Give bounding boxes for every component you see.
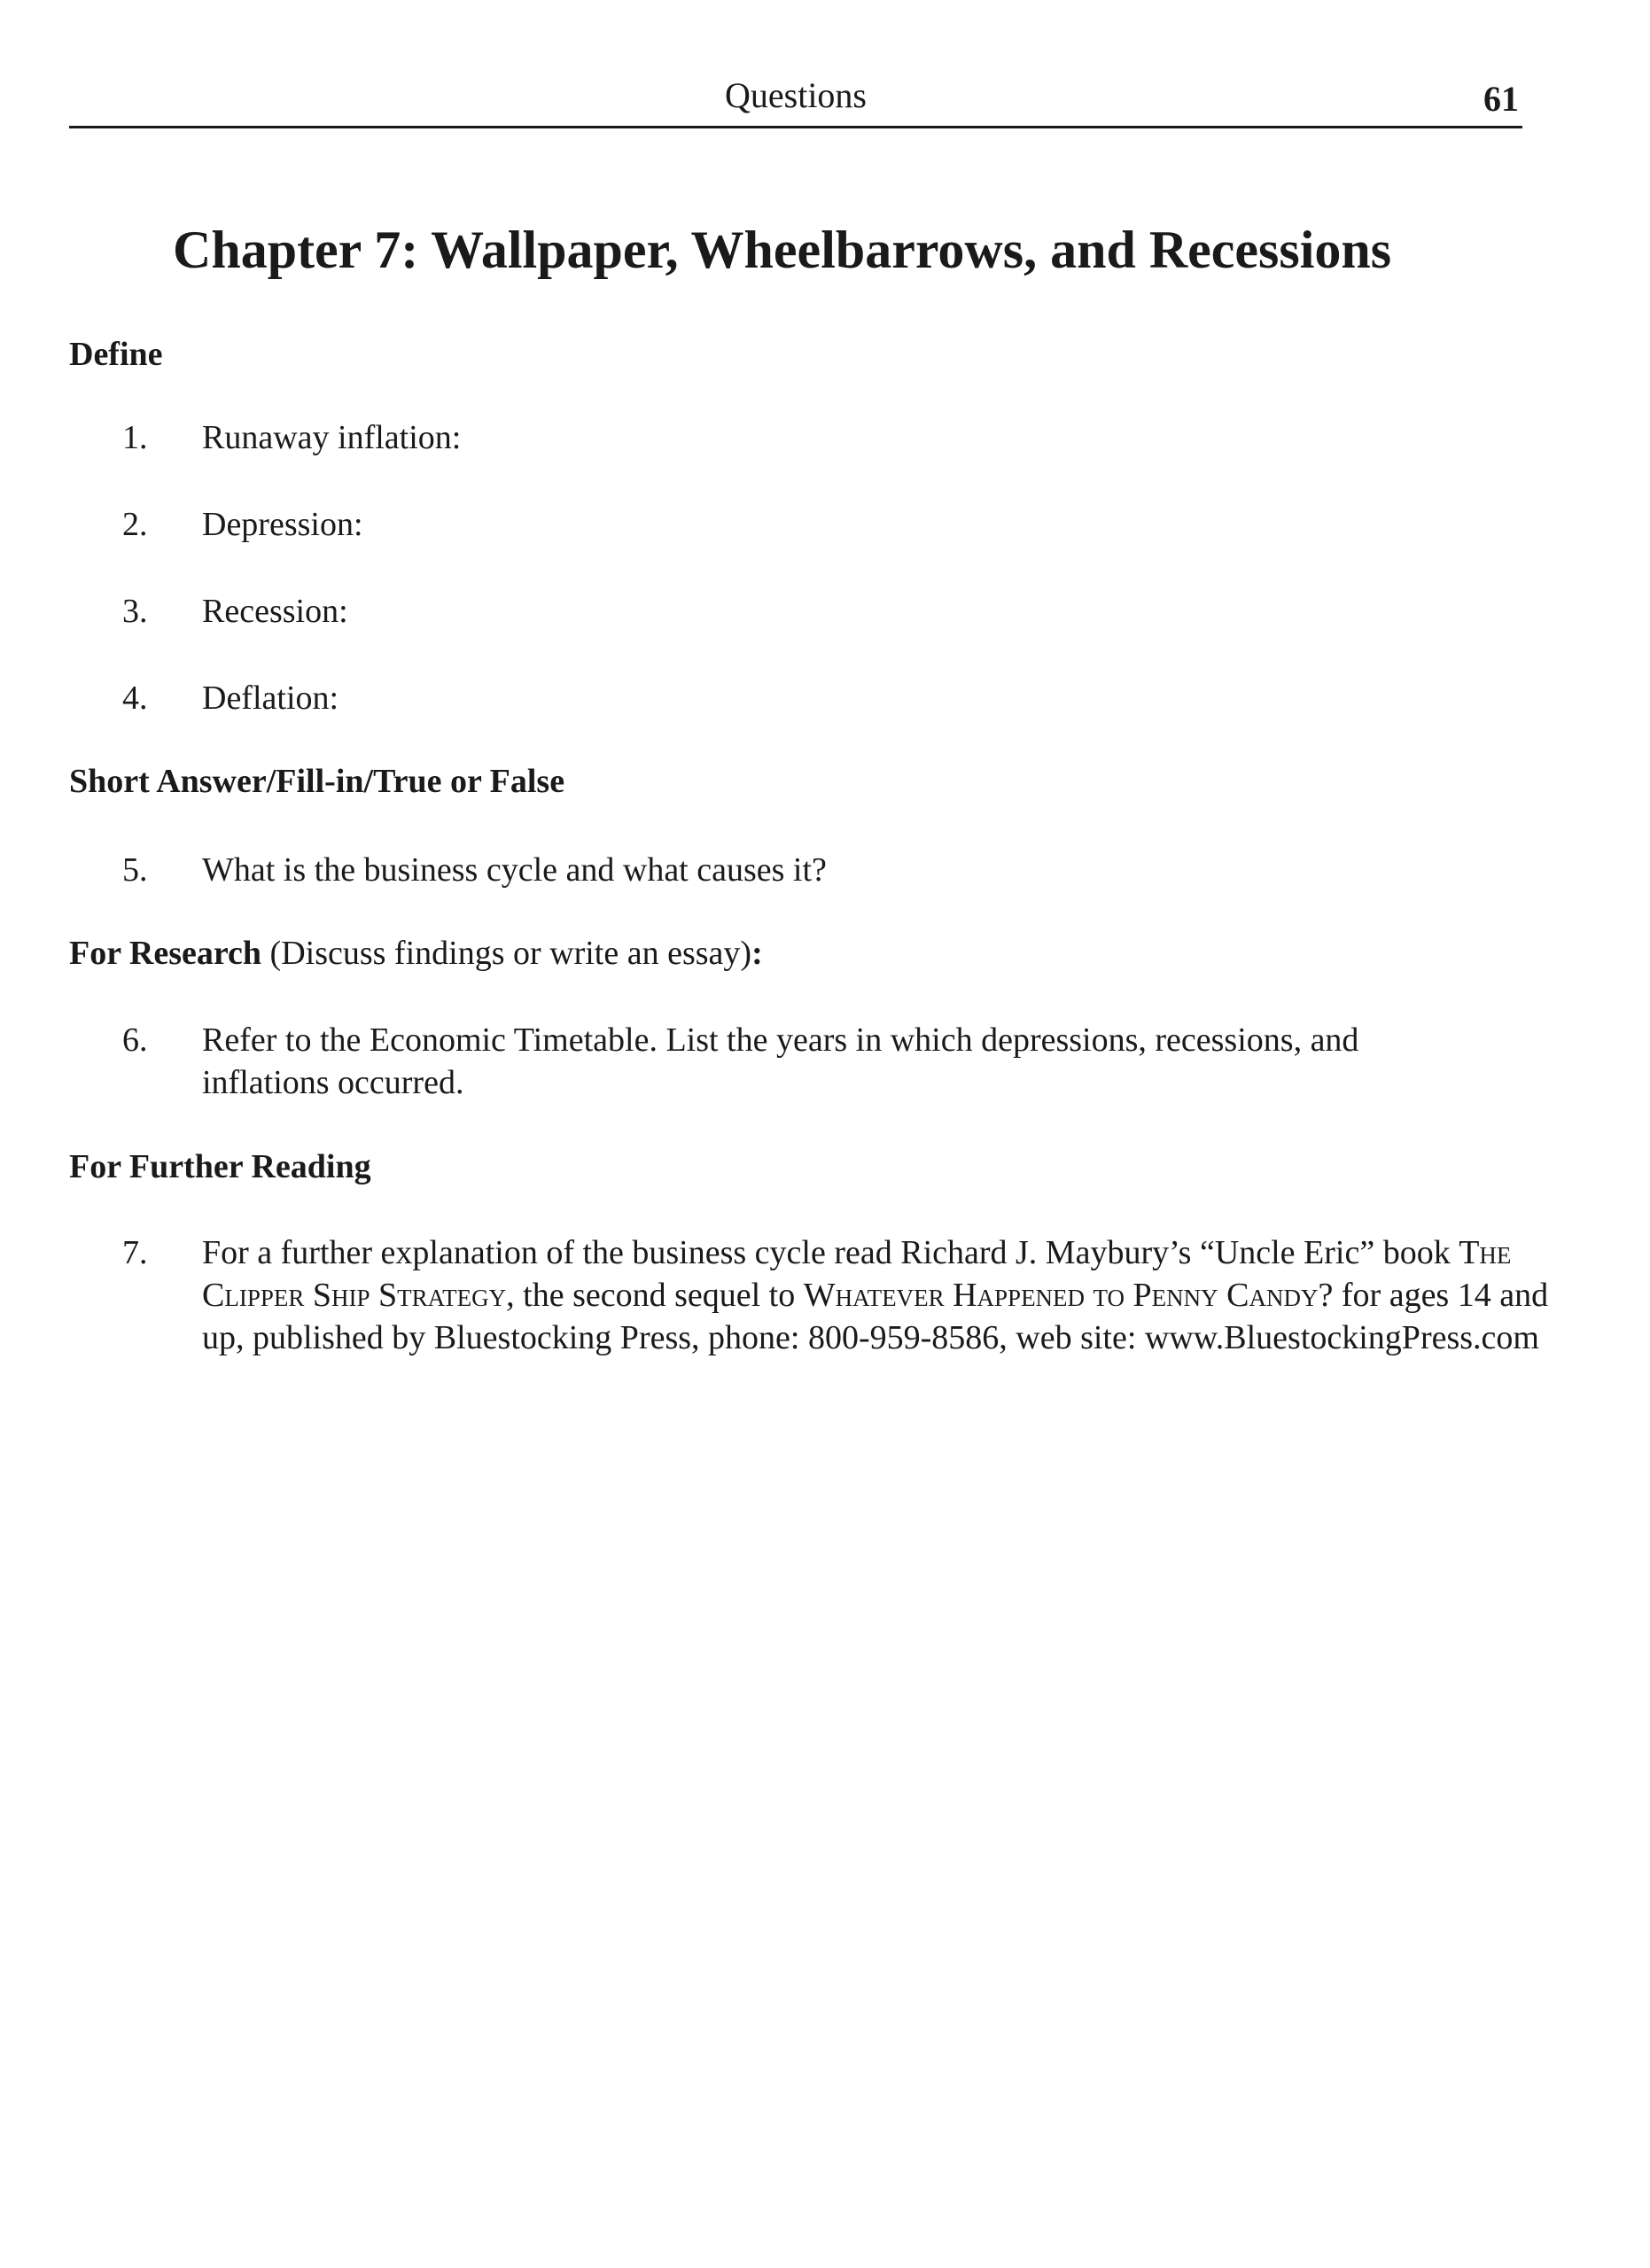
question-number: 2. bbox=[122, 506, 148, 543]
question-text: Recession: bbox=[202, 593, 348, 630]
question-item bbox=[69, 1019, 1522, 1104]
running-title: Questions bbox=[725, 75, 867, 115]
question-text bbox=[202, 1231, 1558, 1359]
research-heading-note: (Discuss findings or write an essay) bbox=[261, 935, 752, 972]
page-number: 61 bbox=[1483, 79, 1519, 119]
question-item bbox=[69, 677, 1522, 719]
question-number: 6. bbox=[122, 1021, 148, 1059]
question-text: Deflation: bbox=[202, 680, 339, 717]
question-item bbox=[69, 849, 1522, 891]
question-number: 4. bbox=[122, 680, 148, 717]
question-number: 1. bbox=[122, 419, 148, 456]
section-heading-further-reading: For Further Reading bbox=[69, 1148, 371, 1185]
question-item bbox=[69, 416, 1522, 459]
question-number: 3. bbox=[122, 593, 148, 630]
chapter-title: Chapter 7: Wallpaper, Wheelbarrows, and Recessions bbox=[173, 221, 1392, 279]
research-heading-bold: For Research bbox=[69, 935, 262, 972]
question-item bbox=[69, 590, 1522, 633]
question-text: Depression: bbox=[202, 506, 363, 543]
section-heading-research bbox=[69, 934, 763, 973]
reading-text-publisher: for ages 14 and up, published by Bluestocking Press, phone: 800-959-8586, web site: www.BluestockingPress.com bbox=[202, 1277, 1549, 1356]
question-text: Runaway inflation: bbox=[202, 419, 462, 456]
research-heading-colon: : bbox=[751, 935, 763, 972]
question-text: Refer to the Economic Timetable. List the years in which depressions, recessions, and inflations occurred. bbox=[202, 1021, 1359, 1101]
book-title: The Clipper Ship Strategy bbox=[202, 1234, 1512, 1314]
question-number: 5. bbox=[122, 851, 148, 889]
question-item bbox=[69, 503, 1522, 546]
reading-text-intro: For a further explanation of the business cycle read Richard J. Maybury’s “Uncle Eric” book bbox=[202, 1234, 1459, 1271]
section-heading-define: Define bbox=[69, 336, 163, 373]
reading-text-middle: , the second sequel to bbox=[506, 1277, 804, 1314]
question-text: What is the business cycle and what causes it? bbox=[202, 851, 827, 889]
section-heading-short-answer: Short Answer/Fill-in/True or False bbox=[69, 763, 565, 800]
running-header bbox=[69, 69, 1522, 128]
sequel-book-title: Whatever Happened to Penny Candy? bbox=[803, 1277, 1334, 1314]
question-item bbox=[69, 1231, 1549, 1359]
question-number: 7. bbox=[122, 1234, 148, 1271]
